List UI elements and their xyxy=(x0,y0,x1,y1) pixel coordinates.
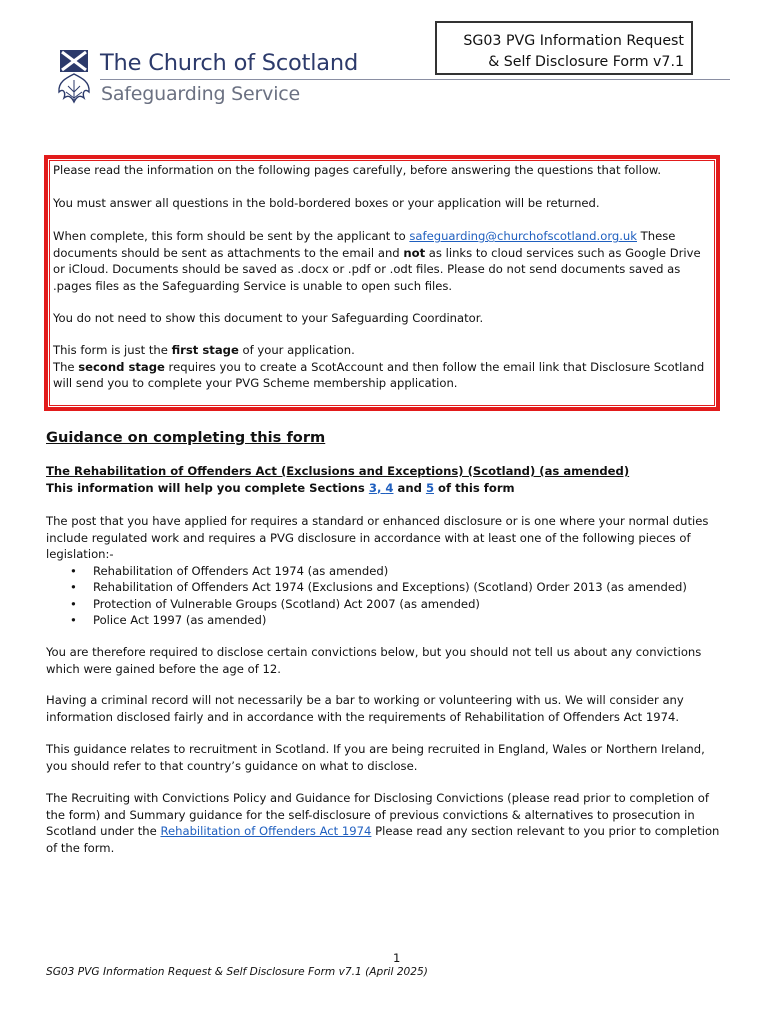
form-title-line1: SG03 PVG Information Request xyxy=(463,33,684,49)
notice-first-stage: This form is just the first stage of your application. xyxy=(53,343,355,357)
form-title-line2: & Self Disclosure Form v7.1 xyxy=(488,54,684,70)
footer-text: SG03 PVG Information Request & Self Disclosure Form v7.1 (April 2025) xyxy=(46,966,428,978)
list-item: • Police Act 1997 (as amended) xyxy=(46,612,726,629)
act-title: The Rehabilitation of Offenders Act (Exclusions and Exceptions) (Scotland) (as amended) xyxy=(46,464,630,478)
list-item: • Rehabilitation of Offenders Act 1974 (as amended) xyxy=(46,563,726,580)
legislation-list xyxy=(46,563,726,629)
logo-divider xyxy=(100,79,730,80)
disclose-paragraph: You are therefore required to disclose certain convictions below, but you should not tell us about any convictions which were gained before the age of 12. xyxy=(46,645,702,676)
legislation-intro: The post that you have applied for requires a standard or enhanced disclosure or is one where your normal duties include regulated work and requires a PVG disclosure in accordance with at least one of the following pieces of legislation:- • Rehabilitation of Offenders Act 1974 (as amended) • Rehabilitation of Offenders Act 1974 (Exclusions and Exceptions) (Scotland) Order 2013 (as amended) • Protection of Vulnerable Groups (Scotland) Act 2007 (as amended) • Police Act 1997 (as amended) xyxy=(46,513,726,629)
criminal-record-paragraph: Having a criminal record will not necessarily be a bar to working or volunteering with us. We will consider any information disclosed fairly and in accordance with the requirements of Rehabilitation of Offenders Act 1974. xyxy=(46,693,684,724)
sections-note: This information will help you complete Sections 3, 4 and 5 of this form xyxy=(46,480,515,495)
notice-read-carefully: Please read the information on the following pages carefully, before answering the questions that follow. xyxy=(53,163,662,177)
notice-answer-all: You must answer all questions in the bold-bordered boxes or your application will be returned. xyxy=(53,196,600,210)
section-4-link[interactable]: 4 xyxy=(385,480,394,495)
logo-subtitle: Safeguarding Service xyxy=(101,83,301,105)
act-header xyxy=(46,463,726,496)
policy-paragraph: The Recruiting with Convictions Policy and Guidance for Disclosing Convictions (please read prior to completion of the form) and Summary guidance for the self-disclosure of previous convictions & alternatives to prosecution in Scotland under the Rehabilitation of Offenders Act 1974 Please read any section relevant to you prior to completion of the form. xyxy=(46,791,720,855)
guidance-heading: Guidance on completing this form xyxy=(46,429,326,446)
logo-title: The Church of Scotland xyxy=(100,50,359,76)
saltire-bush-icon xyxy=(54,48,94,104)
notice-stages xyxy=(53,342,708,392)
form-title-box xyxy=(435,21,693,75)
section-3-link[interactable]: 3 xyxy=(368,480,377,495)
church-logo xyxy=(54,48,359,110)
notice-second-stage: The second stage requires you to create a ScotAccount and then follow the email link that Disclosure Scotland will send you to complete your PVG Scheme membership application. xyxy=(53,359,705,390)
safeguarding-email-link[interactable]: safeguarding@churchofscotland.org.uk xyxy=(409,229,637,243)
notice-coordinator: You do not need to show this document to your Safeguarding Coordinator. xyxy=(53,311,484,325)
list-item: • Rehabilitation of Offenders Act 1974 (Exclusions and Exceptions) (Scotland) Order 2013 (as amended) xyxy=(46,579,726,596)
section-5-link[interactable]: 5 xyxy=(425,480,435,495)
rehabilitation-act-link[interactable]: Rehabilitation of Offenders Act 1974 xyxy=(160,824,372,838)
notice-send-instructions: When complete, this form should be sent by the applicant to safeguarding@churchofscotland.org.uk These documents should be sent as attachments to the email and not as links to cloud services such as Google Drive or iCloud. Documents should be saved as .docx or .pdf or .odt files. Please do not send documents saved as .pages files as the Safeguarding Service is unable to open such files. xyxy=(53,229,701,293)
scotland-guidance-paragraph: This guidance relates to recruitment in Scotland. If you are being recruited in England, Wales or Northern Ireland, you should refer to that country’s guidance on what to disclose. xyxy=(46,742,705,773)
list-item: • Protection of Vulnerable Groups (Scotland) Act 2007 (as amended) xyxy=(46,596,726,613)
section-comma: , xyxy=(376,480,386,495)
page-number: 1 xyxy=(393,951,401,965)
